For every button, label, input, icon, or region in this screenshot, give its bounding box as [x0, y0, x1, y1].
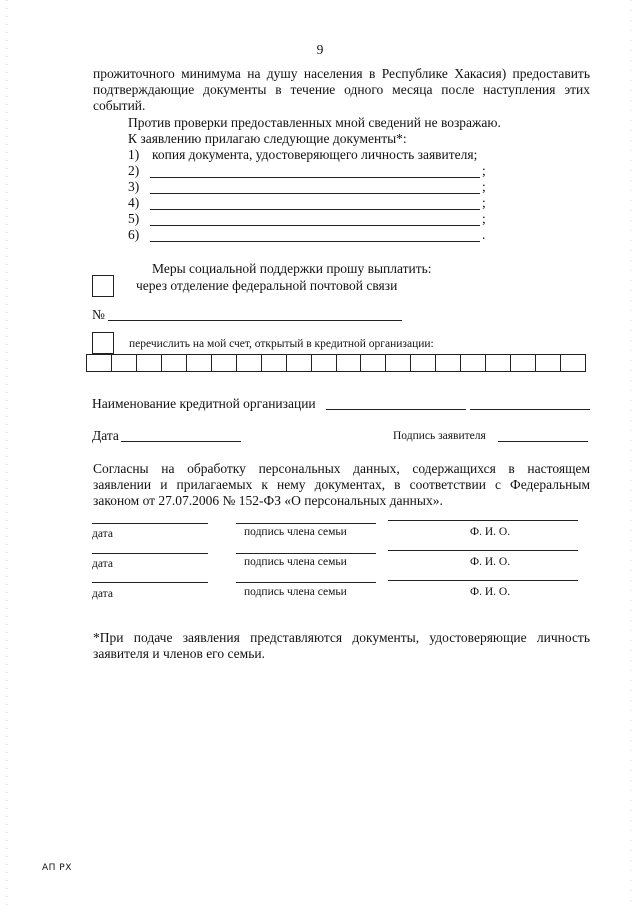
no-objection-statement: Против проверки предоставленных мной сведений не возражаю. — [128, 115, 501, 130]
family-signature-field[interactable] — [236, 582, 376, 583]
scan-edge-right — [630, 0, 632, 905]
document-end-mark: ; — [482, 163, 486, 178]
consent-line-1: Согласны на обработку персональных данных, содержащихся в настоящем — [93, 461, 590, 476]
post-office-option-label: через отделение федеральной почтовой связи — [136, 278, 398, 293]
document-text: копия документа, удостоверяющего личность заявителя; — [152, 147, 478, 162]
document-blank-line[interactable] — [150, 177, 480, 178]
account-number-grid[interactable] — [86, 354, 586, 372]
page-number: 9 — [316, 42, 324, 57]
date-label: Дата — [92, 428, 119, 443]
scan-edge-left — [6, 0, 8, 905]
family-date-label: дата — [92, 528, 113, 540]
document-number: 2) — [128, 163, 140, 178]
footnote-line-1: *При подаче заявления представляются документы, удостоверяющие личность — [93, 630, 590, 645]
document-number: 4) — [128, 195, 140, 210]
family-date-label: дата — [92, 588, 113, 600]
document-end-mark: ; — [482, 211, 486, 226]
consent-line-2: заявлении и прилагаемых к нему документах, в соответствии с Федеральным — [93, 477, 590, 492]
consent-line-3: законом от 27.07.2006 № 152-ФЗ «О персональных данных». — [93, 493, 443, 508]
bank-account-option-label: перечислить на мой счет, открытый в кредитной организации: — [129, 338, 434, 350]
document-number: 3) — [128, 179, 140, 194]
payment-heading: Меры социальной поддержки прошу выплатить: — [152, 261, 432, 276]
footnote — [93, 630, 590, 662]
family-signature-field[interactable] — [236, 553, 376, 554]
family-fio-label: Ф. И. О. — [470, 526, 511, 538]
family-signature-label: подпись члена семьи — [244, 586, 347, 598]
post-office-number-label: № — [92, 307, 105, 322]
footer-code: АП РХ — [42, 863, 72, 873]
document-blank-line[interactable] — [150, 209, 480, 210]
family-fio-field[interactable] — [388, 520, 578, 521]
document-number: 1) — [128, 147, 140, 162]
family-signature-field[interactable] — [236, 523, 376, 524]
post-office-number-field[interactable] — [108, 320, 402, 321]
bank-name-field[interactable] — [326, 409, 466, 410]
document-number: 5) — [128, 211, 140, 226]
intro-line-1: прожиточного минимума на душу населения в Республике Хакасия) предоставить — [93, 66, 590, 81]
document-number: 6) — [128, 227, 140, 242]
family-date-field[interactable] — [92, 582, 208, 583]
bank-name-field-continued[interactable] — [470, 409, 590, 410]
family-signature-label: подпись члена семьи — [244, 556, 347, 568]
document-end-mark: . — [482, 227, 486, 242]
document-end-mark: ; — [482, 195, 486, 210]
intro-line-3: событий. — [93, 98, 146, 113]
date-field[interactable] — [121, 441, 241, 442]
family-fio-field[interactable] — [388, 580, 578, 581]
family-date-field[interactable] — [92, 553, 208, 554]
bank-account-checkbox[interactable] — [92, 332, 114, 354]
footnote-line-2: заявителя и членов его семьи. — [93, 646, 265, 661]
document-blank-line[interactable] — [150, 193, 480, 194]
bank-name-label: Наименование кредитной организации — [92, 396, 316, 411]
applicant-signature-label: Подпись заявителя — [393, 430, 486, 442]
intro-line-2: подтверждающие документы в течение одного месяца после наступления этих — [93, 82, 590, 97]
family-date-field[interactable] — [92, 523, 208, 524]
document-blank-line[interactable] — [150, 225, 480, 226]
family-signature-label: подпись члена семьи — [244, 526, 347, 538]
applicant-signature-field[interactable] — [498, 441, 588, 442]
family-date-label: дата — [92, 558, 113, 570]
consent-paragraph — [93, 461, 590, 509]
attachments-heading: К заявлению прилагаю следующие документы*: — [128, 131, 407, 146]
intro-paragraph — [93, 66, 590, 114]
family-fio-field[interactable] — [388, 550, 578, 551]
family-fio-label: Ф. И. О. — [470, 556, 511, 568]
document-end-mark: ; — [482, 179, 486, 194]
family-fio-label: Ф. И. О. — [470, 586, 511, 598]
post-office-checkbox[interactable] — [92, 275, 114, 297]
document-blank-line[interactable] — [150, 241, 480, 242]
